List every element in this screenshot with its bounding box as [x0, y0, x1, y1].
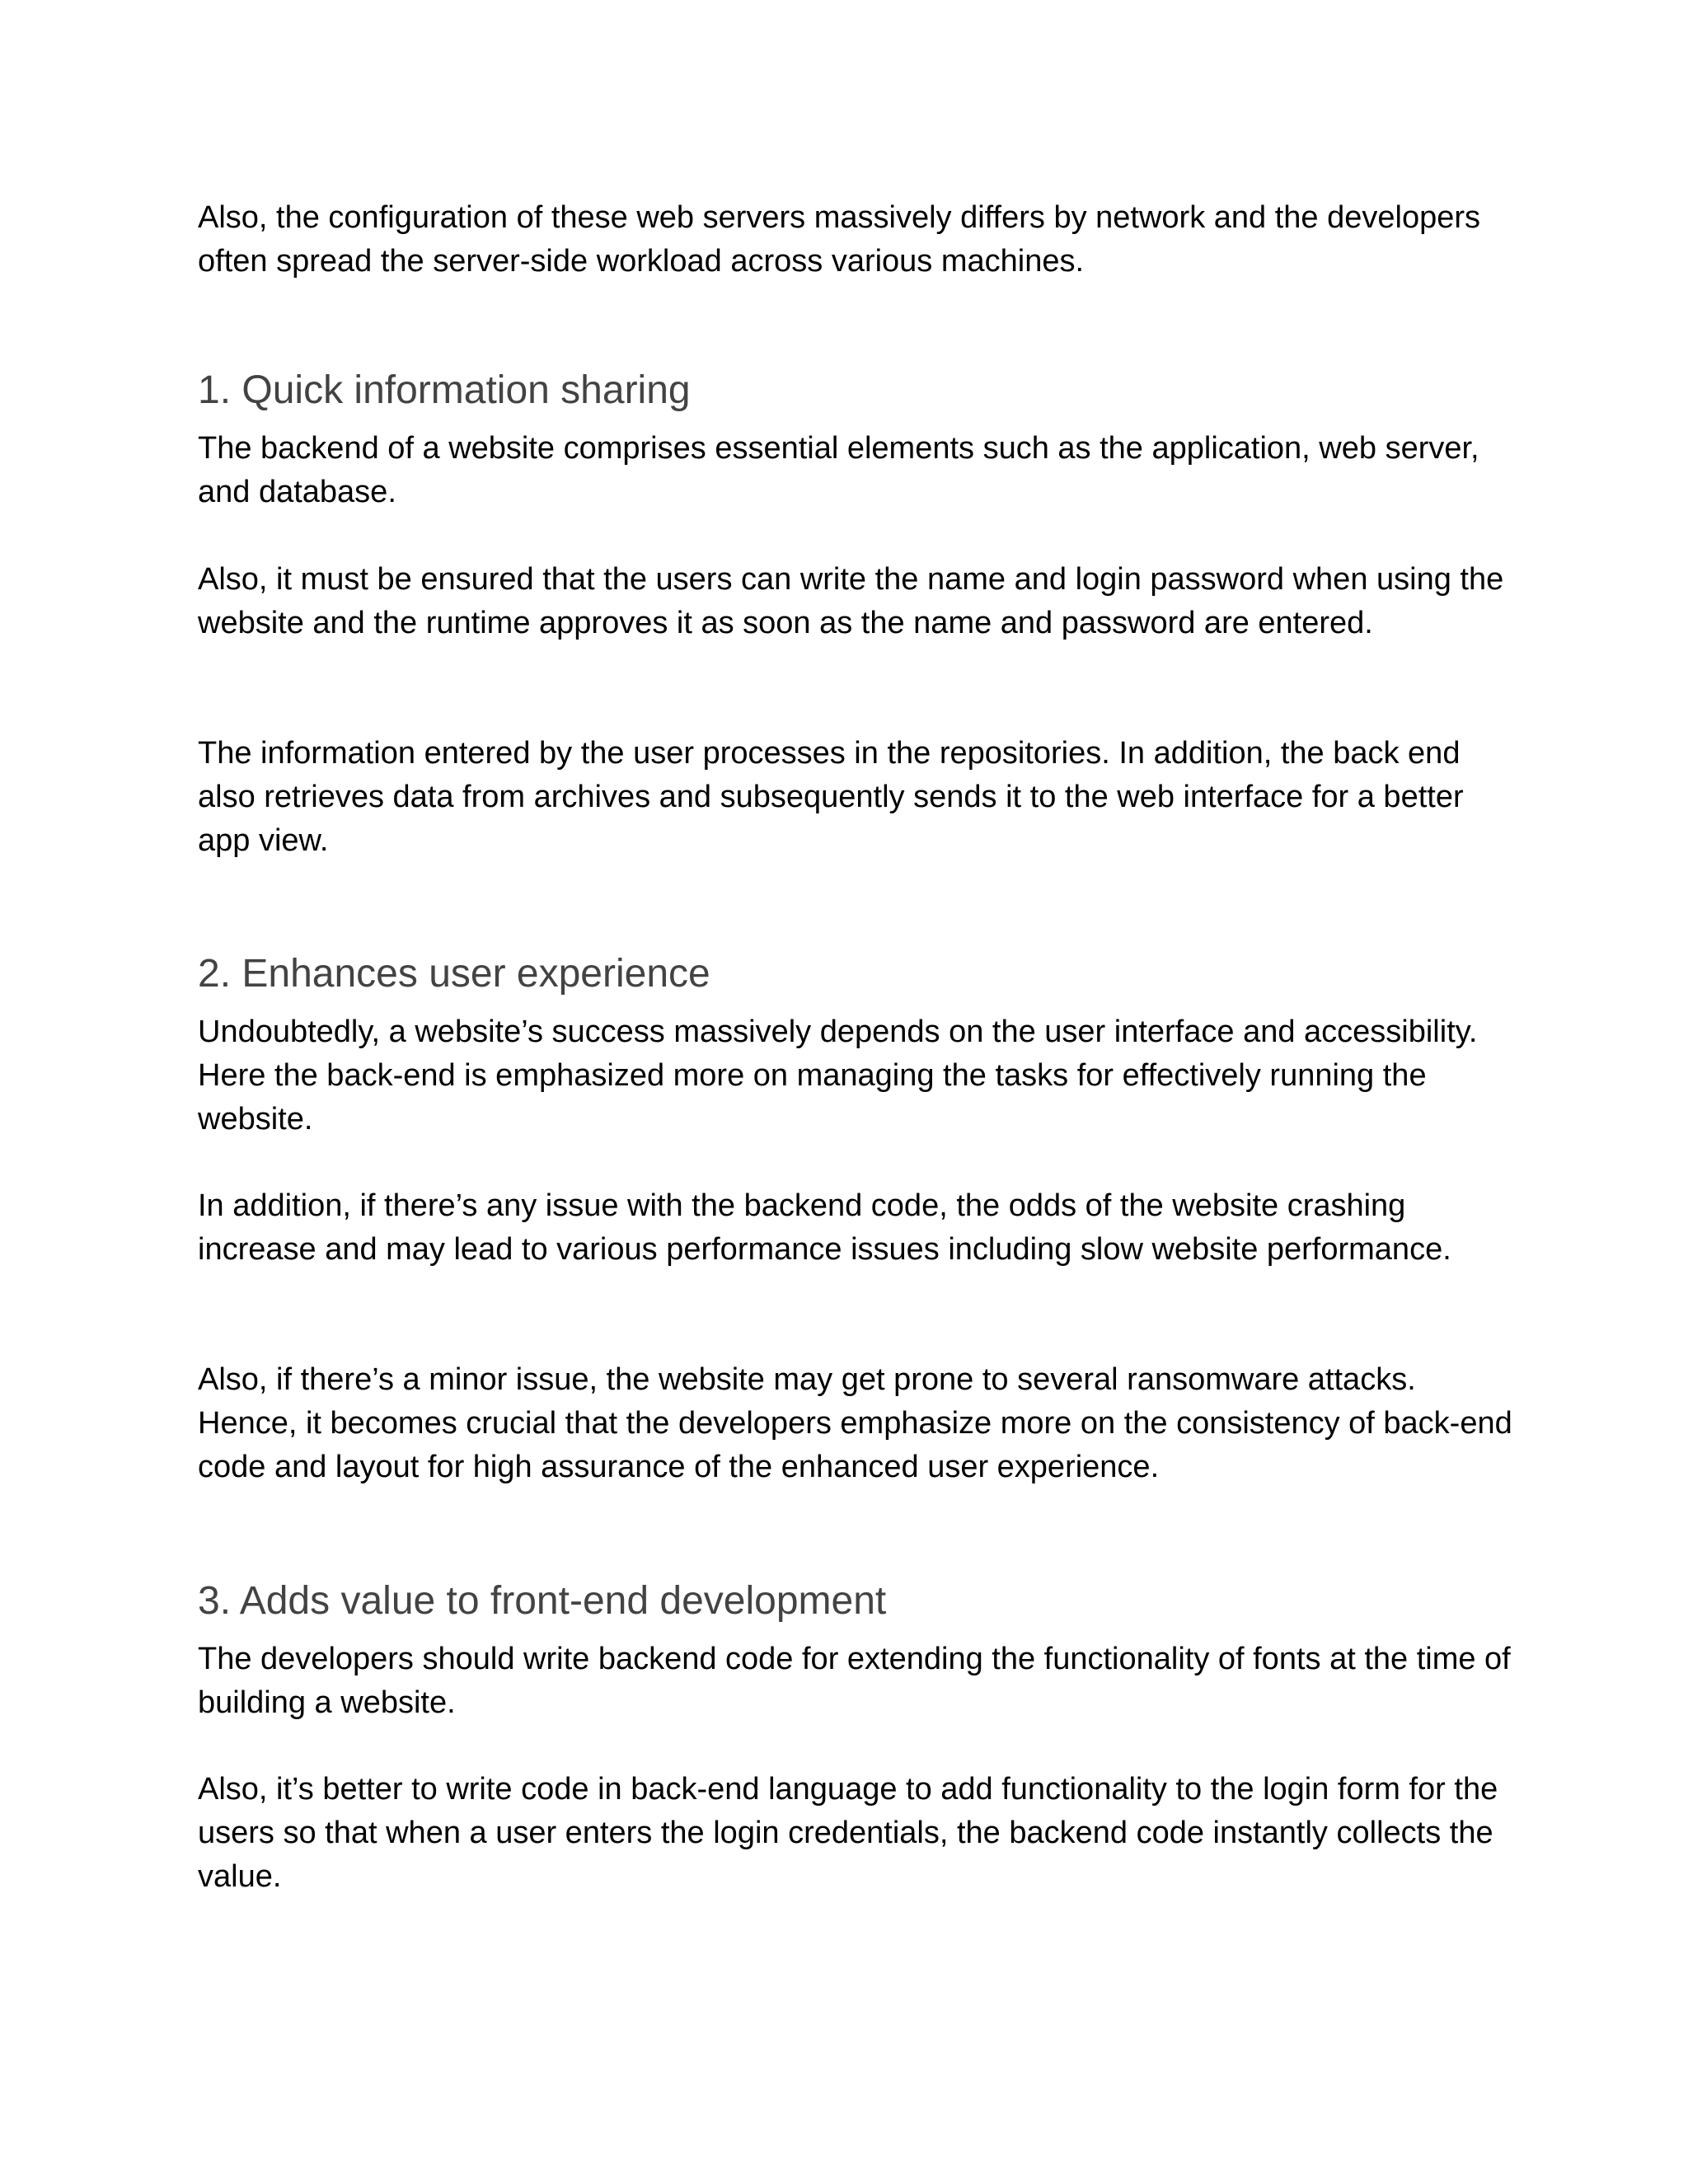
- section-2-paragraph-3: Also, if there’s a minor issue, the website may get prone to several ransomware attacks. Hence, it becomes crucial that the developers emphasize more on the consistency of back-end code and layout for high assurance of the enhanced user experience.: [198, 1362, 1512, 1484]
- section-1-paragraph-1: The backend of a website comprises essential elements such as the application, web server, and database.: [198, 431, 1479, 509]
- section-1-paragraph-2: Also, it must be ensured that the users can write the name and login password when using the website and the runtime approves it as soon as the name and password are entered.: [198, 562, 1504, 640]
- section-3-paragraph-2: Also, it’s better to write code in back-end language to add functionality to the login form for the users so that when a user enters the login credentials, the backend code instantly collects the value.: [198, 1772, 1498, 1894]
- section-2-paragraph-1: Undoubtedly, a website’s success massively depends on the user interface and accessibility. Here the back-end is emphasized more on managing the tasks for effectively running the website.: [198, 1015, 1478, 1137]
- intro-paragraph: Also, the configuration of these web servers massively differs by network and the developers often spread the server-side workload across various machines.: [198, 200, 1480, 279]
- section-1-paragraph-3: The information entered by the user processes in the repositories. In addition, the back end also retrieves data from archives and subsequently sends it to the web interface for a better app view.: [198, 736, 1464, 858]
- section-1-heading: 1. Quick information sharing: [198, 368, 691, 412]
- section-3-paragraph-1: The developers should write backend code for extending the functionality of fonts at the time of building a website.: [198, 1642, 1511, 1720]
- section-3-heading: 3. Adds value to front-end development: [198, 1579, 887, 1623]
- section-2-paragraph-2: In addition, if there’s any issue with the backend code, the odds of the website crashing increase and may lead to various performance issues including slow website performance.: [198, 1188, 1451, 1267]
- section-2-heading: 2. Enhances user experience: [198, 952, 710, 996]
